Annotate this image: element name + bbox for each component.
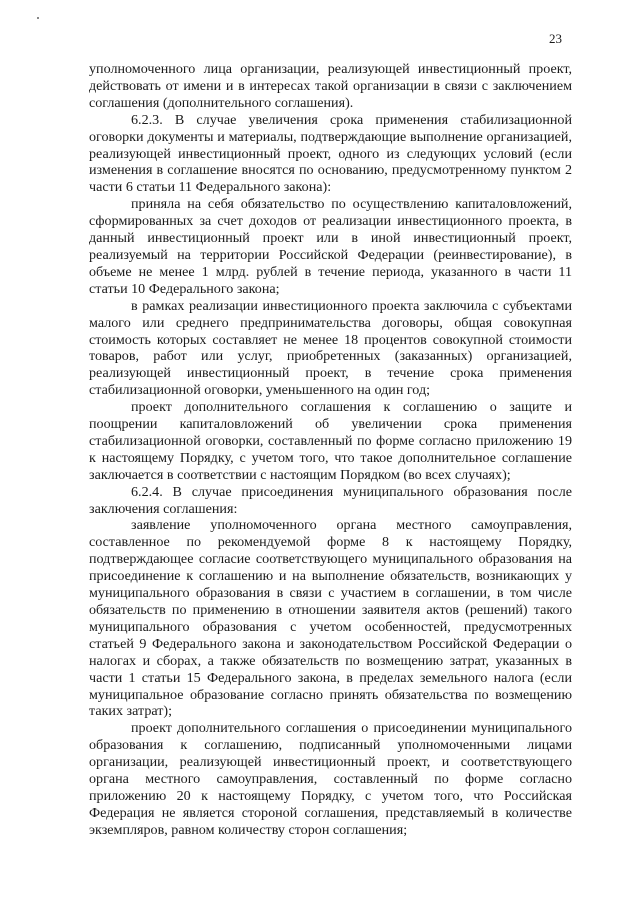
paragraph-reinvestment: приняла на себя обязательство по осуществлению капиталовложений, сформированных за счет доходов от реализации инвестиционного проекта, в данный инвестиционный проект или в иной инвестиционный проект, реализуемый на территории Российской Федерации (реинвестирование), в объеме не менее 1 млрд. рублей в течение периода, указанного в части 11 статьи 10 Федерального закона; (89, 196, 572, 297)
paragraph-stabilization-project: проект дополнительного соглашения к соглашению о защите и поощрении капиталовложений об увеличении срока применения стабилизационной оговорки, составленный по форме согласно приложению 19 к настоящему Порядку, с учетом того, что такое дополнительное соглашение заключается в соответствии с настоящим Порядком (во всех случаях); (89, 399, 572, 483)
paragraph-6-2-3: 6.2.3. В случае увеличения срока применения стабилизационной оговорки документы и материалы, подтверждающие выполнение организацией, реализующей инвестиционный проект, одного из следующих условий (если изменения в соглашение вносятся по основанию, предусмотренному пунктом 2 части 6 статьи 11 Федерального закона): (89, 111, 572, 196)
paragraph-small-business: в рамках реализации инвестиционного проекта заключила с субъектами малого или среднего предпринимательства договоры, общая совокупная стоимость которых составляет не менее 18 процентов совокупной стоимости товаров, работ или услуг, приобретенных (заказанных) организацией, реализующей инвестиционный проект, в течение срока применения стабилизационной оговорки, уменьшенного на один год; (89, 297, 572, 399)
paragraph-municipal-project: проект дополнительного соглашения о присоединении муниципального образования к соглашению, подписанный уполномоченными лицами организации, реализующей инвестиционный проект, и соответствующего органа местного самоуправления, составленный по форме согласно приложению 20 к настоящему Порядку, с учетом того, что Российская Федерация не является стороной соглашения, представляемый в количестве экземпляров, равном количеству сторон соглашения; (89, 720, 572, 838)
page-number: 23 (549, 31, 562, 46)
paragraph-6-2-4: 6.2.4. В случае присоединения муниципального образования после заключения соглашения: (89, 483, 572, 517)
scan-mark (37, 17, 39, 19)
document-body (89, 61, 572, 839)
paragraph-municipal-statement: заявление уполномоченного органа местного самоуправления, составленное по рекомендуемой форме 8 к настоящему Порядку, подтверждающее согласие соответствующего муниципального образования на присоединение к соглашению и на выполнение обязательств, возникающих у муниципального образования в связи с участием в соглашении, в том числе обязательств по применению в отношении заявителя актов (решений) такого муниципального образования с учетом особенностей, предусмотренных статьей 9 Федерального закона и законодательством Российской Федерации о налогах и сборах, а также обязательств по возмещению затрат, указанных в части 1 статьи 15 Федерального закона, в пределах земельного налога (если муниципальное образование согласно принять обязательства по возмещению таких затрат); (89, 517, 572, 720)
paragraph-continuation: уполномоченного лица организации, реализующей инвестиционный проект, действовать от имени и в интересах такой организации в связи с заключением соглашения (дополнительного соглашения). (89, 61, 572, 111)
